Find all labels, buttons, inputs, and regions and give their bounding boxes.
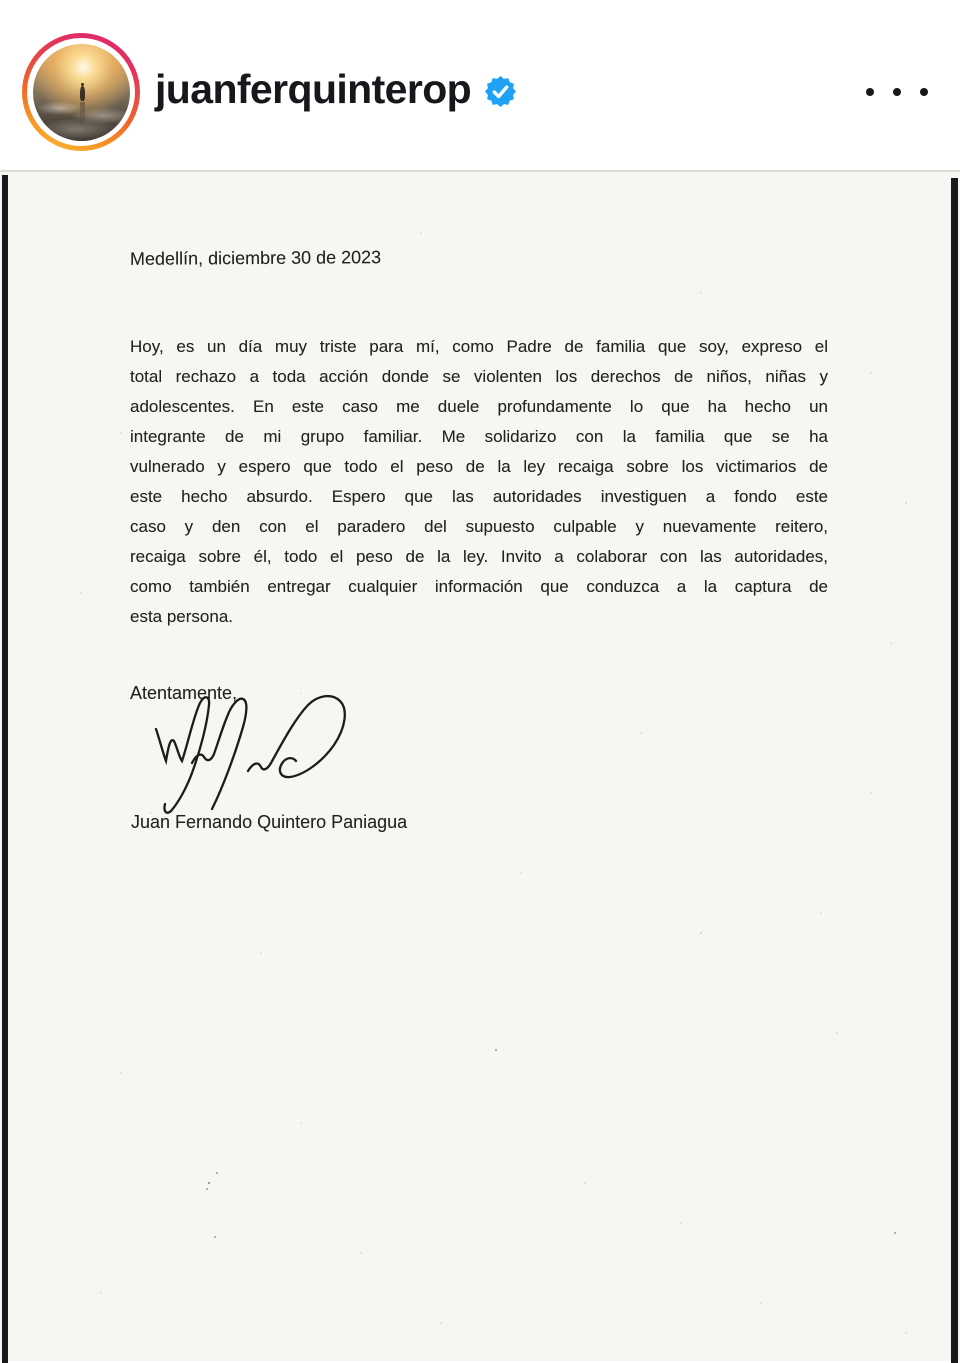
verified-badge-icon [485, 76, 516, 107]
letter-closing: Atentamente, [130, 683, 238, 703]
letter-line: adolescentes. En este caso me duele profundamente lo que ha hecho un [130, 397, 828, 416]
letter-line: este hecho absurdo. Espero que las autoridades investiguen a fondo este [130, 487, 828, 506]
avatar-photo-icon [33, 44, 130, 141]
handwritten-signature-icon [130, 690, 380, 822]
letter-paragraph [130, 332, 828, 632]
dot-icon [866, 88, 874, 96]
letter-line: vulnerado y espero que todo el peso de la ley recaiga sobre los victimarios de [130, 457, 828, 476]
letter-document [0, 172, 960, 1363]
profile-avatar-button[interactable] [22, 33, 140, 151]
more-options-button[interactable] [866, 78, 928, 106]
dot-icon [920, 88, 928, 96]
letter-line: recaiga sobre él, todo el peso de la ley. Invito a colaborar con las autoridades, [130, 547, 828, 566]
person-silhouette-icon [80, 86, 85, 101]
username-link[interactable]: juanferquinterop [155, 65, 472, 112]
post-media-letter-scan[interactable] [0, 170, 960, 1361]
post-header [0, 0, 960, 170]
letter-line: como también entregar cualquier información que conduzca a la captura de [130, 577, 828, 596]
letter-line: caso y den con el paradero del supuesto culpable y nuevamente reitero, [130, 517, 828, 536]
letter-line: integrante de mi grupo familiar. Me solidarizo con la familia que se ha [130, 427, 828, 446]
letter-line: total rechazo a toda acción donde se violenten los derechos de niños, niñas y [130, 367, 828, 386]
story-ring-gap [27, 38, 135, 146]
letter-line: Hoy, es un día muy triste para mí, como Padre de familia que soy, expreso el [130, 337, 828, 356]
letter-date: Medellín, diciembre 30 de 2023 [129, 247, 382, 269]
letter-line: esta persona. [130, 607, 234, 626]
dot-icon [893, 88, 901, 96]
signature-name: Juan Fernando Quintero Paniagua [131, 812, 408, 832]
